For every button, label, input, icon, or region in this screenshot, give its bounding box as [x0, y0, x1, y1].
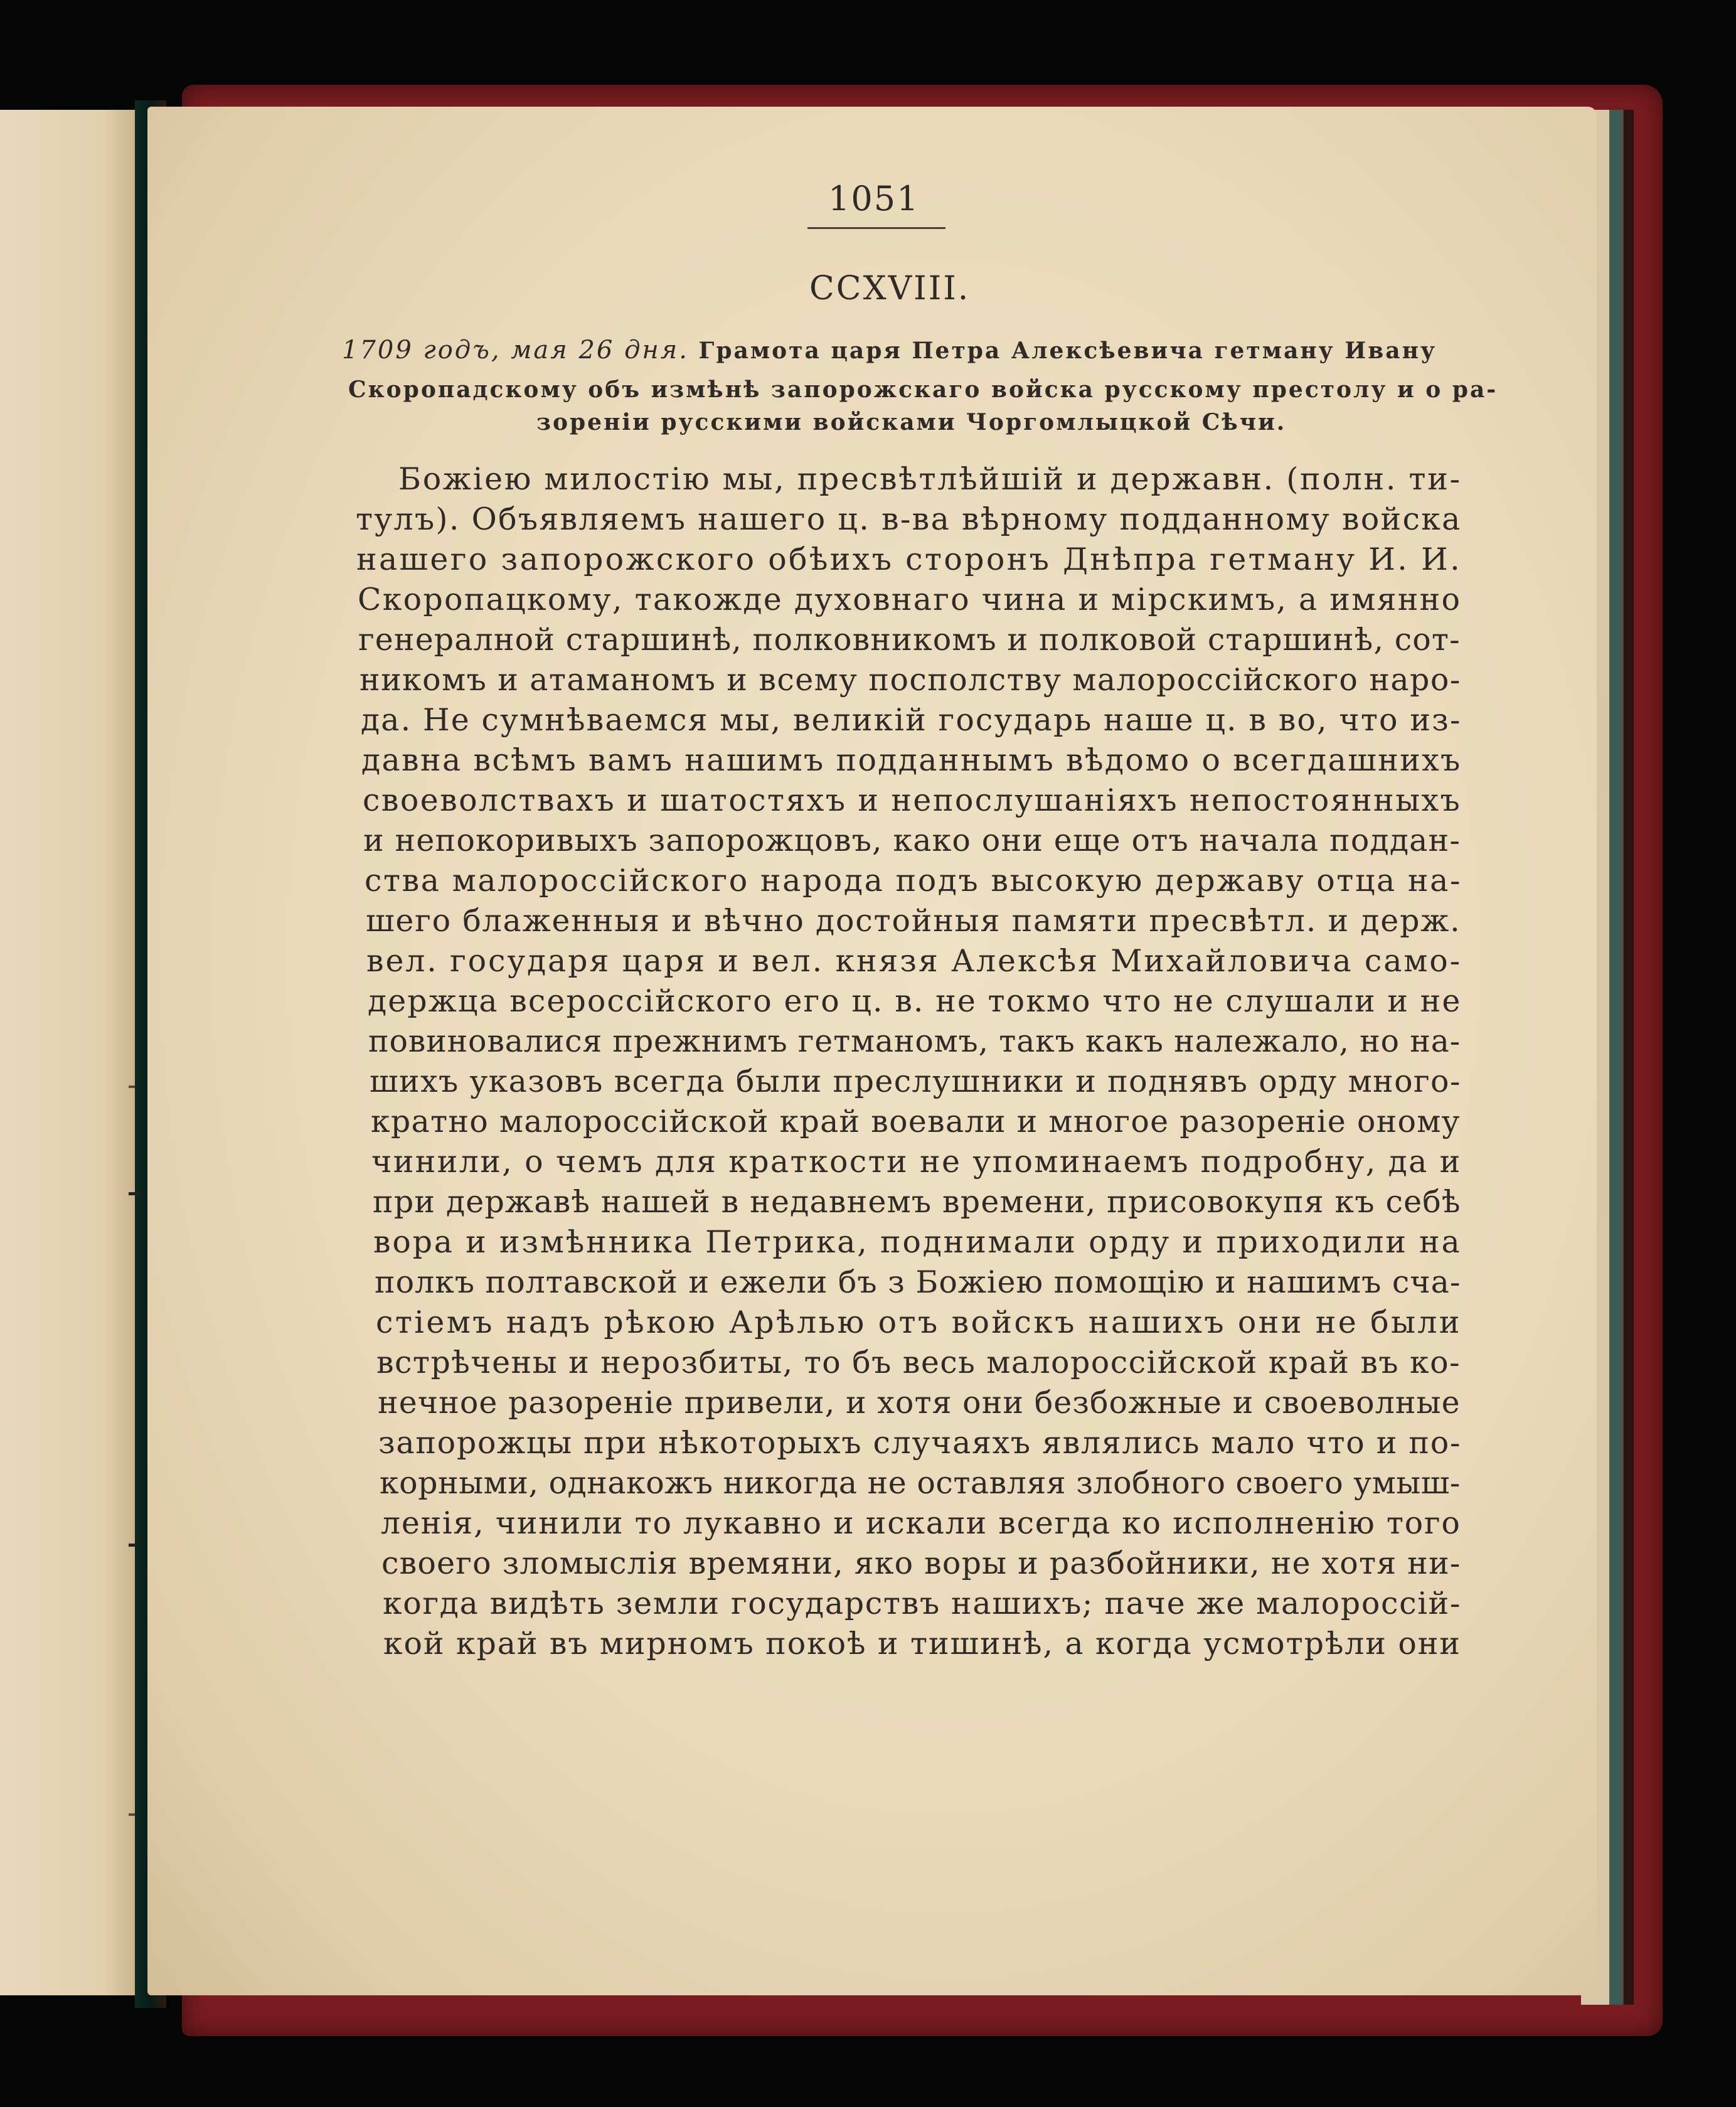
previous-page-edge	[0, 110, 147, 1995]
page-stack-edge	[1609, 110, 1623, 2005]
body-line: давна всѣмъ вамъ нашимъ подданнымъ вѣдомо о всегдашнихъ	[361, 742, 1462, 778]
body-line: кой край въ мирномъ покоѣ и тишинѣ, а когда усмотрѣли они	[383, 1626, 1461, 1662]
body-line: тулъ). Объявляемъ нашего ц. в-ва вѣрному подданному войска	[356, 501, 1462, 537]
body-line: своего зломыслія времяни, яко воры и разбойники, не хотя ни-	[381, 1545, 1461, 1581]
body-line: когда видѣть земли государствъ нашихъ; паче же малороссій-	[383, 1586, 1462, 1621]
body-line: генералной старшинѣ, полковникомъ и полковой старшинѣ, сот-	[358, 622, 1461, 658]
body-line: и непокоривыхъ запорожцовъ, како они еще отъ начала поддан-	[363, 823, 1461, 858]
body-line: никомъ и атаманомъ и всему посполству малороссійского наро-	[359, 662, 1461, 698]
body-line: нашего запорожского обѣихъ сторонъ Днѣпра гетману И. И.	[356, 541, 1462, 577]
body-line: стіемъ надъ рѣкою Арѣлью отъ войскъ нашихъ они не были	[376, 1304, 1462, 1340]
document-title-part: Грамота царя Петра Алексѣевича гетману Ивану	[698, 338, 1437, 364]
body-line: держца всероссійского его ц. в. не токмо что не слушали и не	[368, 983, 1462, 1019]
body-line: вел. государя царя и вел. князя Алексѣя Михайловича само-	[366, 943, 1462, 979]
body-line: шего блаженныя и вѣчно достойныя памяти пресвѣтл. и держ.	[366, 903, 1461, 939]
page-number: 1051	[828, 179, 920, 218]
body-line: запорожцы при нѣкоторыхъ случаяхъ являлись мало что и по-	[378, 1425, 1462, 1461]
body-line: чинили, о чемъ для краткости не упоминаемъ подробну, да и	[371, 1144, 1462, 1180]
document-date: 1709 годъ, мая 26 дня.	[342, 336, 689, 365]
body-line: нечное разореніе привели, и хотя они безбожные и своеволные	[378, 1385, 1461, 1421]
body-line: полкъ полтавской и ежели бъ з Божіею помощію и нашимъ сча-	[375, 1264, 1461, 1300]
page-number-rule	[807, 227, 945, 229]
body-line: при державѣ нашей в недавнемъ времени, присовокупя къ себѣ	[373, 1184, 1461, 1220]
page-stack-edge	[1624, 110, 1634, 2005]
body-line: повиновалися прежнимъ гетманомъ, такъ какъ належало, но на-	[368, 1023, 1461, 1059]
document-heading-line: зореніи русскими войсками Чоргомлыцкой Сѣчи.	[536, 409, 1287, 435]
document-number: CCXVIII.	[809, 270, 971, 307]
body-line: шихъ указовъ всегда были преслушники и поднявъ орду много-	[370, 1064, 1461, 1099]
body-line: Скоропацкому, такожде духовнаго чина и мірскимъ, а имянно	[358, 582, 1462, 617]
margin-mark	[129, 1192, 140, 1195]
body-line: ленія, чинили то лукавно и искали всегда ко исполненію того	[381, 1505, 1461, 1541]
body-line: вора и измѣнника Петрика, поднимали орду и приходили на	[373, 1224, 1462, 1260]
body-line: ства малороссійского народа подъ высокую державу отца на-	[365, 863, 1462, 899]
margin-mark	[129, 1544, 135, 1547]
body-line: своеволствахъ и шатостяхъ и непослушаніяхъ непостоянныхъ	[363, 782, 1462, 818]
body-line: встрѣчены и нерозбиты, то бъ весь малороссійской край въ ко-	[376, 1345, 1461, 1380]
body-line: кратно малороссійской край воевали и многое разореніе оному	[371, 1104, 1461, 1139]
body-line: корными, однакожъ никогда не оставляя злобного своего умыш-	[380, 1465, 1461, 1501]
body-line: да. Не сумнѣваемся мы, великій государь наше ц. в во, что из-	[361, 702, 1462, 738]
document-heading-line: Скоропадскому объ измѣнѣ запорожскаго войска русскому престолу и о ра-	[348, 376, 1498, 403]
document-heading-line	[342, 336, 1437, 365]
body-line: Божіею милостію мы, пресвѣтлѣйшій и державн. (полн. ти-	[398, 461, 1462, 497]
